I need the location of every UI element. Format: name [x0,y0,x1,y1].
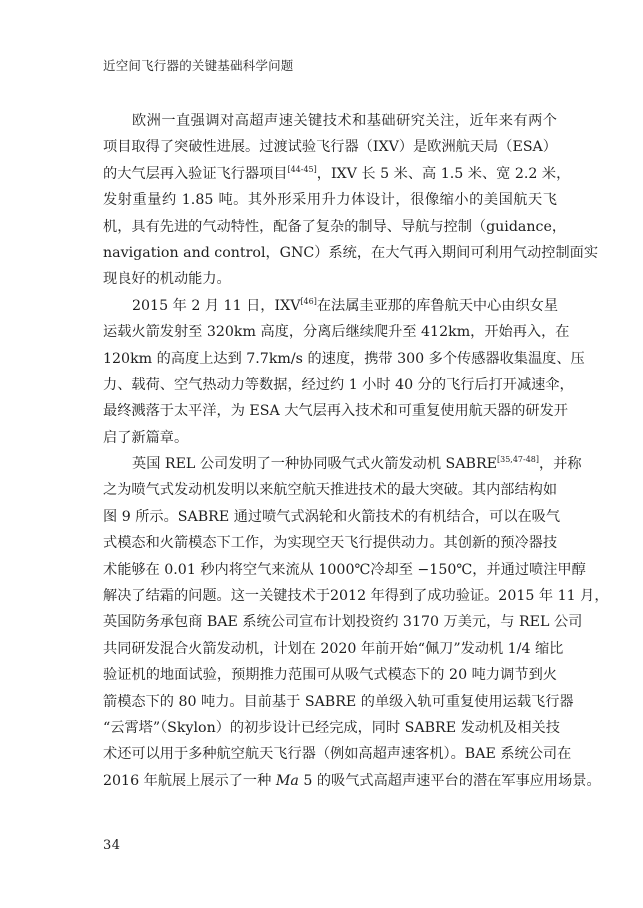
text-line: 验证机的地面试验，预期推力范围可从吸气式模态下的 20 吨力调节到火 [103,667,557,684]
running-head: 近空间飞行器的关键基础科学问题 [103,58,294,73]
text-segment: 2016 年航展上展示了一种 [103,772,276,789]
text-segment: ，并称 [539,456,582,473]
text-segment: 5 的吸气式高超声速平台的潜在军事应用场景。 [298,772,601,789]
text-line [103,161,571,187]
text-line: 式模态和火箭模态下工作，为实现空天飞行提供动力。其创新的预冷器技 [103,535,558,552]
text-segment: 英国 REL 公司发明了一种协同吸气式火箭发动机 SABRE [132,456,497,473]
text-segment: 在法属圭亚那的库鲁航天中心由织女星 [316,297,559,314]
text-line: navigation and control，GNC）系统，在大气再入期间可利用气动控制面实 [103,244,599,261]
text-line: 共同研发混合火箭发动机，计划在 2020 年前开始“佩刀”发动机 1/4 缩比 [103,640,564,657]
text-line: 120km 的高度上达到 7.7km/s 的速度，携带 300 多个传感器收集温度、压 [103,350,585,367]
text-segment: 2015 年 2 月 11 日，IXV [132,297,301,314]
text-line: 术能够在 0.01 秒内将空气来流从 1000℃冷却至 −150℃，并通过喷注甲醇 [103,561,586,578]
text-line [103,451,582,477]
text-line: 力、载荷、空气热动力等数据，经过约 1 小时 40 分的飞行后打开减速伞， [103,376,574,393]
text-line: 现良好的机动能力。 [103,271,231,288]
header-rule [103,80,557,81]
paragraph-ixv-intro [103,108,599,293]
citation-ref: [35,47-48] [496,455,540,465]
text-line: 英国防务承包商 BAE 系统公司宣布计划投资约 3170 万美元，与 REL 公司 [103,614,583,631]
page-number: 34 [103,838,121,853]
text-line: 箭模态下的 80 吨力。目前基于 SABRE 的单级入轨可重复使用运载飞行器 [103,693,574,710]
text-line: 图 9 所示。SABRE 通过喷气式涡轮和火箭技术的有机结合，可以在吸气 [103,508,561,525]
text-segment: 的大气层再入验证飞行器项目 [103,165,288,182]
text-line: 欧洲一直强调对高超声速关键技术和基础研究关注，近年来有两个 [132,113,557,129]
citation-ref: [44-45] [287,164,317,174]
body-text [103,108,609,794]
text-line: 启了新篇章。 [103,429,189,446]
text-line: 发射重量约 1.85 吨。其外形采用升力体设计，很像缩小的美国航天飞 [103,192,557,209]
text-line: 之为喷气式发动机发明以来航空航天推进技术的最大突破。其内部结构如 [103,482,558,499]
mach-symbol: Ma [275,772,299,789]
citation-ref: [46] [300,296,317,306]
text-line: 术还可以用于多种航空航天飞行器（例如高超声速客机）。BAE 系统公司在 [103,746,572,763]
text-line: 解决了结霜的问题。这一关键技术于2012 年得到了成功验证。2015 年 11 月， [103,588,609,605]
paragraph-sabre [103,451,609,794]
text-line: 机，具有先进的气动特性，配备了复杂的制导、导航与控制（guidance， [103,218,567,235]
text-line: 项目取得了突破性进展。过渡试验飞行器（IXV）是欧洲航天局（ESA） [103,139,557,156]
text-line: 最终溅落于太平洋，为 ESA 大气层再入技术和可重复使用航天器的研发开 [103,403,568,420]
text-line: 运载火箭发射至 320km 高度，分离后继续爬升至 412km，开始再入，在 [103,324,570,341]
text-line [103,293,557,319]
text-line [103,768,601,794]
paragraph-ixv-launch [103,293,585,451]
text-line: “云霄塔”（Skylon）的初步设计已经完成，同时 SABRE 发动机及相关技 [103,719,560,736]
text-segment: ，IXV 长 5 米、高 1.5 米、宽 2.2 米， [316,165,571,182]
